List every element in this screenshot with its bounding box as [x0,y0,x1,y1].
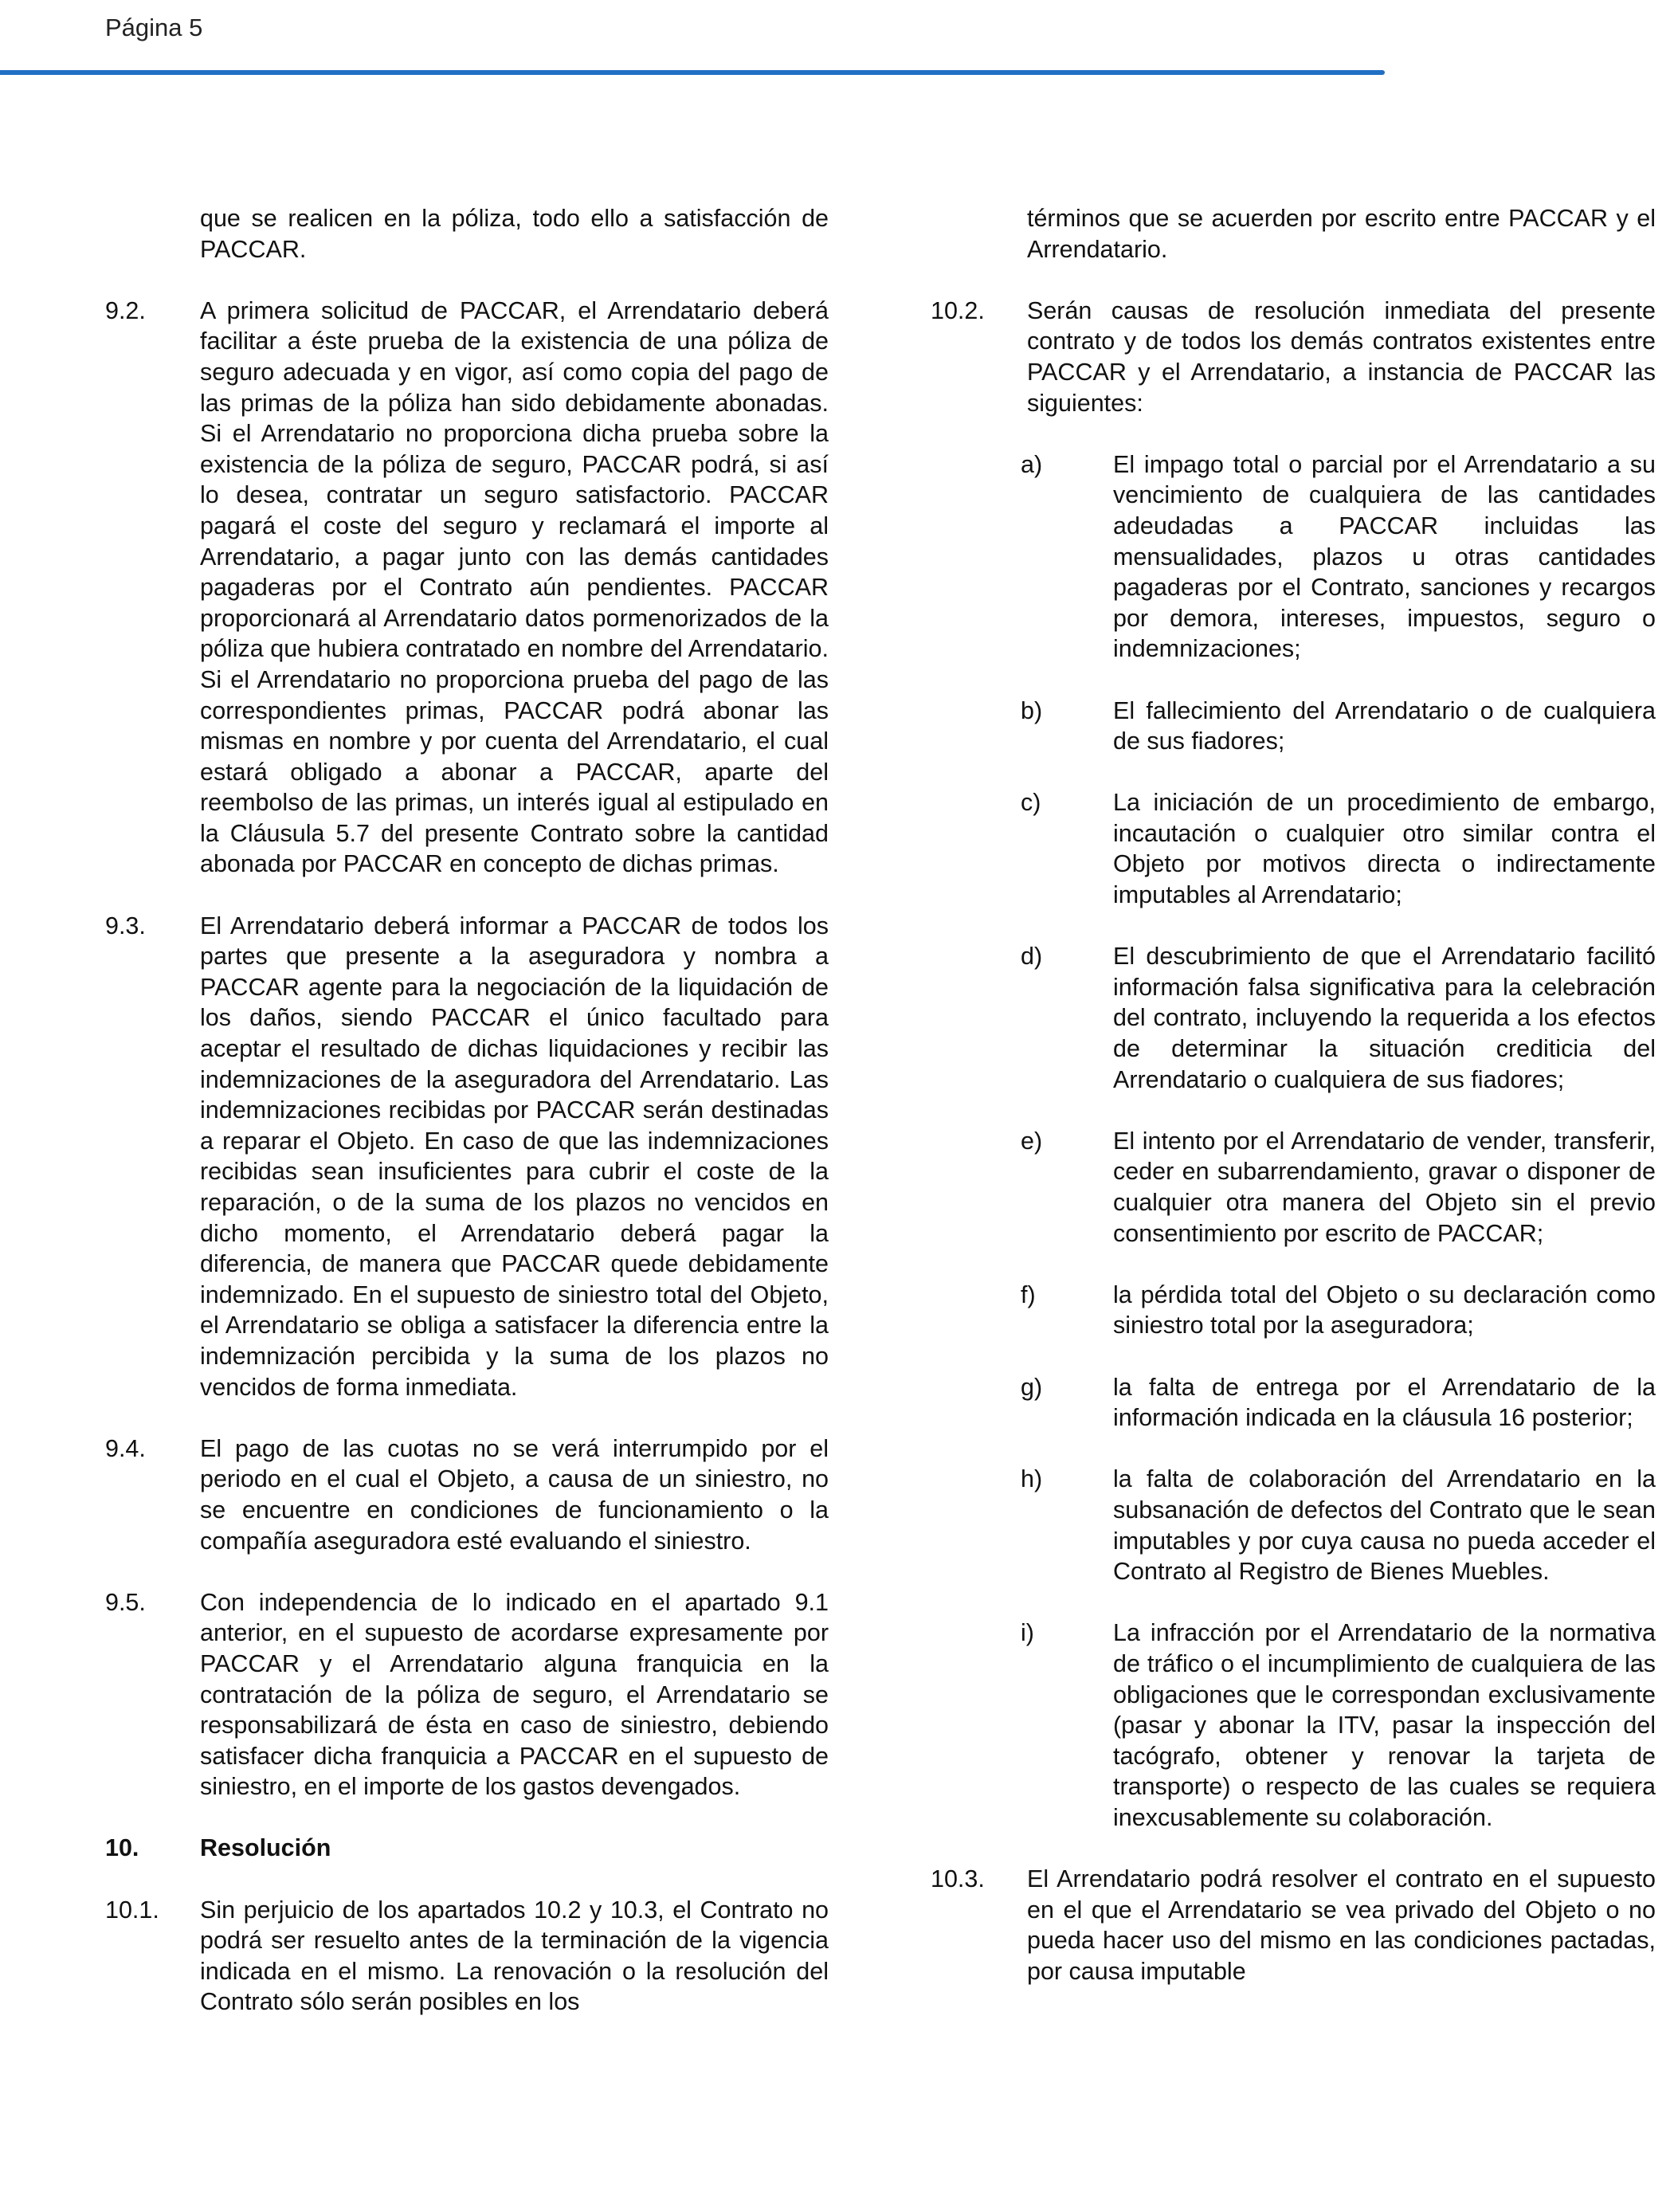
clause-10-3 [931,1864,1656,1986]
item-label: e) [1021,1127,1043,1155]
item-label: f) [1021,1281,1036,1308]
clause-number: 9.3. [105,912,146,939]
clause-text: El pago de las cuotas no se verá interrumpido por el periodo en el cual el Objeto, a causa de un siniestro, no se encuentre en condiciones de funcionamiento o la compañía aseguradora esté evaluando el siniestro. [200,1434,829,1555]
item-label: g) [1021,1373,1043,1401]
item-label: h) [1021,1465,1043,1493]
item-text: El fallecimiento del Arrendatario o de cualquiera de sus fiadores; [1113,696,1656,755]
clause-number: 9.2. [105,296,146,324]
clause-text: Serán causas de resolución inmediata del presente contrato y de todos los demás contratos existentes entre PACCAR y el Arrendatario, a instancia de PACCAR las siguientes: [1027,296,1656,417]
clause-10-1 [105,1895,829,2018]
item-label: a) [1021,450,1043,478]
continuation-text: que se realicen en la póliza, todo ello a satisfacción de PACCAR. [200,205,829,263]
clause-number: 9.5. [105,1588,146,1616]
clause-text: A primera solicitud de PACCAR, el Arrendatario deberá facilitar a éste prueba de la existencia de una póliza de seguro adecuada y en vigor, así como copia del pago de las primas de la póliza han sido debidamente abonadas. Si el Arrendatario no proporciona dicha prueba sobre la existencia de la póliza de seguro, PACCAR podrá, si así lo desea, contratar un seguro satisfactorio. PACCAR pagará el coste del seguro y reclamará el importe al Arrendatario, a pagar junto con las demás cantidades pagaderas por el Contrato aún pendientes. PACCAR proporcionará al Arrendatario datos pormenorizados de la póliza que hubiera contratado en nombre del Arrendatario. Si el Arrendatario no proporciona prueba del pago de las correspondientes primas, PACCAR podrá abonar las mismas en nombre y por cuenta del Arrendatario, el cual estará obligado a abonar a PACCAR, aparte del reembolso de las primas, un interés igual al estipulado en la Cláusula 5.7 del presente Contrato sobre la cantidad abonada por PACCAR en concepto de dichas primas. [200,296,829,878]
list-item [931,449,1656,665]
clause-number: 10.1. [105,1896,159,1924]
item-text: El impago total o parcial por el Arrendatario a su vencimiento de cualquiera de las cantidades adeudadas a PACCAR incluidas las mensualidades, plazos u otras cantidades pagaderas por el Contrato, sanciones y recargos por demora, intereses, impuestos, seguro o indemnizaciones; [1113,450,1656,663]
section-title: Resolución [200,1834,331,1862]
list-item [931,787,1656,910]
clause-text: El Arrendatario deberá informar a PACCAR de todos los partes que presente a la aseguradora y nombra a PACCAR agente para la negociación de la liquidación de los daños, siendo PACCAR el único facultado para aceptar el resultado de dichas liquidaciones y recibir las indemnizaciones de la aseguradora del Arrendatario. Las indemnizaciones recibidas por PACCAR serán destinadas a reparar el Objeto. En caso de que las indemnizaciones recibidas sean insuficientes para cubrir el coste de la reparación, o de la suma de los plazos no vencidos en dicho momento, el Arrendatario deberá pagar la diferencia, de manera que PACCAR quede debidamente indemnizado. En el supuesto de siniestro total del Objeto, el Arrendatario se obliga a satisfacer la diferencia entre la indemnización percibida y la suma de los plazos no vencidos de forma inmediata. [200,912,829,1401]
item-label: c) [1021,789,1041,817]
item-label: b) [1021,696,1043,724]
section-number: 10. [105,1834,139,1862]
list-item [931,1372,1656,1433]
left-column [105,203,829,2018]
item-label: d) [1021,943,1043,971]
list-item [931,1464,1656,1586]
clause-9-3 [105,911,829,1403]
item-text: La iniciación de un procedimiento de embargo, incautación o cualquier otro similar contra el Objeto por motivos directa o indirectamente imputables al Arrendatario; [1113,789,1656,909]
item-text: La infracción por el Arrendatario de la normativa de tráfico o el incumplimiento de cualquiera de las obligaciones que le correspondan exclusivamente (pasar y abonar la ITV, pasar la inspección del tacógrafo, obtener y renovar la tarjeta de transporte) o respecto de las cuales se requiera inexcusablemente su colaboración. [1113,1619,1656,1831]
list-item [931,941,1656,1095]
continuation-text: términos que se acuerden por escrito entre PACCAR y el Arrendatario. [1027,205,1656,263]
header-rule [0,70,1385,75]
clause-10-2 [931,296,1656,418]
list-item [931,1280,1656,1341]
clause-number: 10.2. [931,296,985,324]
clause-9-2 [105,296,829,880]
list-item [931,1126,1656,1249]
item-text: la pérdida total del Objeto o su declaración como siniestro total por la aseguradora; [1113,1281,1656,1339]
clause-9-5 [105,1587,829,1802]
item-text: El descubrimiento de que el Arrendatario facilitó información falsa significativa para la celebración del contrato, incluyendo la requerida a los efectos de determinar la situación crediticia del Arrendatario o cualquiera de sus fiadores; [1113,943,1656,1093]
clause-text: Con independencia de lo indicado en el apartado 9.1 anterior, en el supuesto de acordarse expresamente por PACCAR y el Arrendatario alguna franquicia en la contratación de la póliza de seguro, el Arrendatario se responsabilizará de ésta en caso de siniestro, debiendo satisfacer dicha franquicia a PACCAR en el supuesto de siniestro, en el importe de los gastos devengados. [200,1588,829,1801]
item-text: El intento por el Arrendatario de vender, transferir, ceder en subarrendamiento, gravar o disponer de cualquier otra manera del Objeto sin el previo consentimiento por escrito de PACCAR; [1113,1127,1656,1247]
item-text: la falta de entrega por el Arrendatario de la información indicada en la cláusula 16 posterior; [1113,1373,1656,1432]
clause-number: 10.3. [931,1865,985,1893]
right-column [931,203,1656,1986]
clause-text: El Arrendatario podrá resolver el contrato en el supuesto en el que el Arrendatario se vea privado del Objeto o no pueda hacer uso del mismo en las condiciones pactadas, por causa imputable [1027,1865,1656,1985]
clause-text: Sin perjuicio de los apartados 10.2 y 10.3, el Contrato no podrá ser resuelto antes de la terminación de la vigencia indicada en el mismo. La renovación o la resolución del Contrato sólo serán posibles en los [200,1896,829,2016]
section-heading [105,1833,829,1864]
clause-number: 9.4. [105,1434,146,1462]
page-number: Página 5 [105,14,203,41]
item-label: i) [1021,1619,1034,1647]
clause-9-4 [105,1433,829,1556]
item-text: la falta de colaboración del Arrendatario en la subsanación de defectos del Contrato que le sean imputables y por cuya causa no pueda acceder el Contrato al Registro de Bienes Muebles. [1113,1465,1656,1586]
list-item [931,696,1656,757]
list-item [931,1618,1656,1833]
